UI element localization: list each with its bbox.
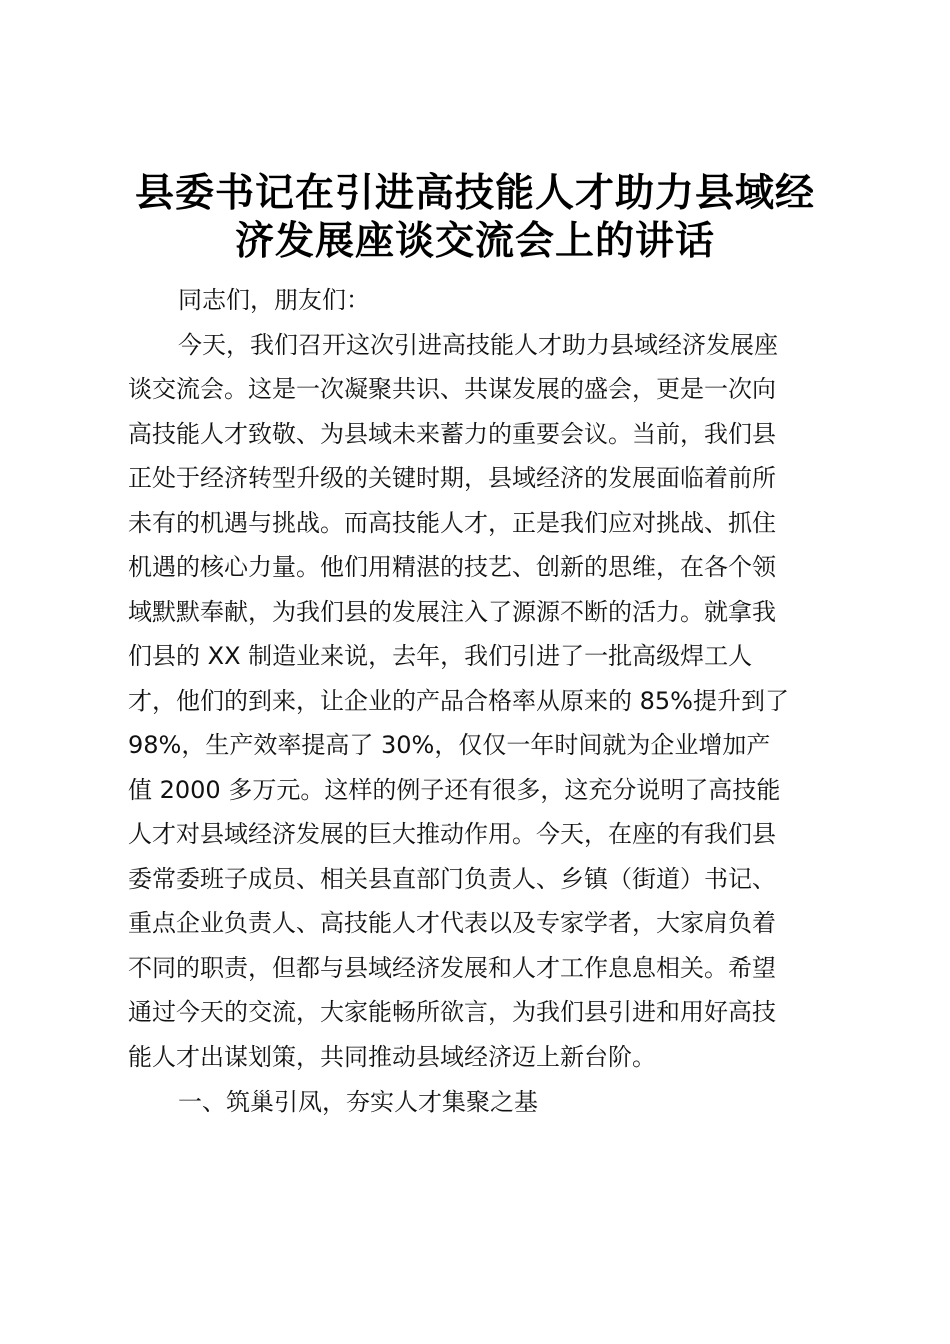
paragraph-line: 正处于经济转型升级的关键时期，县域经济的发展面临着前所 [128, 464, 776, 492]
paragraph-line: 才，他们的到来，让企业的产品合格率从原来的 85%提升到了 [128, 686, 789, 715]
paragraph-line: 们县的 XX 制造业来说，去年，我们引进了一批高级焊工人 [128, 642, 753, 670]
paragraph-line: 能人才出谋划策，共同推动县域经济迈上新台阶。 [128, 1042, 656, 1071]
paragraph-line: 高技能人才致敬、为县域未来蓄力的重要会议。当前，我们县 [128, 419, 776, 448]
paragraph-line: 今天，我们召开这次引进高技能人才助力县域经济发展座 [178, 330, 778, 359]
paragraph-1 [128, 323, 828, 1080]
paragraph-line: 98%，生产效率提高了 30%，仅仅一年时间就为企业增加产 [128, 731, 771, 759]
paragraph-line: 重点企业负责人、高技能人才代表以及专家学者，大家肩负着 [128, 909, 776, 937]
paragraph-line: 人才对县域经济发展的巨大推动作用。今天，在座的有我们县 [128, 820, 776, 848]
paragraph-line: 值 2000 多万元。这样的例子还有很多，这充分说明了高技能 [128, 775, 781, 804]
paragraph-line: 谈交流会。这是一次凝聚共识、共谋发展的盛会，更是一次向 [128, 375, 776, 403]
paragraph-line: 不同的职责，但都与县域经济发展和人才工作息息相关。希望 [128, 953, 776, 982]
salutation: 同志们，朋友们： [178, 286, 370, 314]
paragraph-line: 通过今天的交流，大家能畅所欲言，为我们县引进和用好高技 [128, 998, 776, 1026]
document-title-line-2: 济发展座谈交流会上的讲话 [234, 219, 715, 264]
paragraph-line: 机遇的核心力量。他们用精湛的技艺、创新的思维，在各个领 [128, 553, 776, 581]
document-body [128, 278, 828, 1079]
document-title-line-1: 县委书记在引进高技能人才助力县域经 [134, 171, 815, 216]
section-heading-1: 一、筑巢引凤，夯实人才集聚之基 [178, 1088, 538, 1116]
paragraph-line: 域默默奉献，为我们县的发展注入了源源不断的活力。就拿我 [128, 597, 776, 626]
paragraph-line: 未有的机遇与挑战。而高技能人才，正是我们应对挑战、抓住 [128, 508, 776, 537]
paragraph-line: 委常委班子成员、相关县直部门负责人、乡镇（街道）书记、 [128, 864, 776, 893]
